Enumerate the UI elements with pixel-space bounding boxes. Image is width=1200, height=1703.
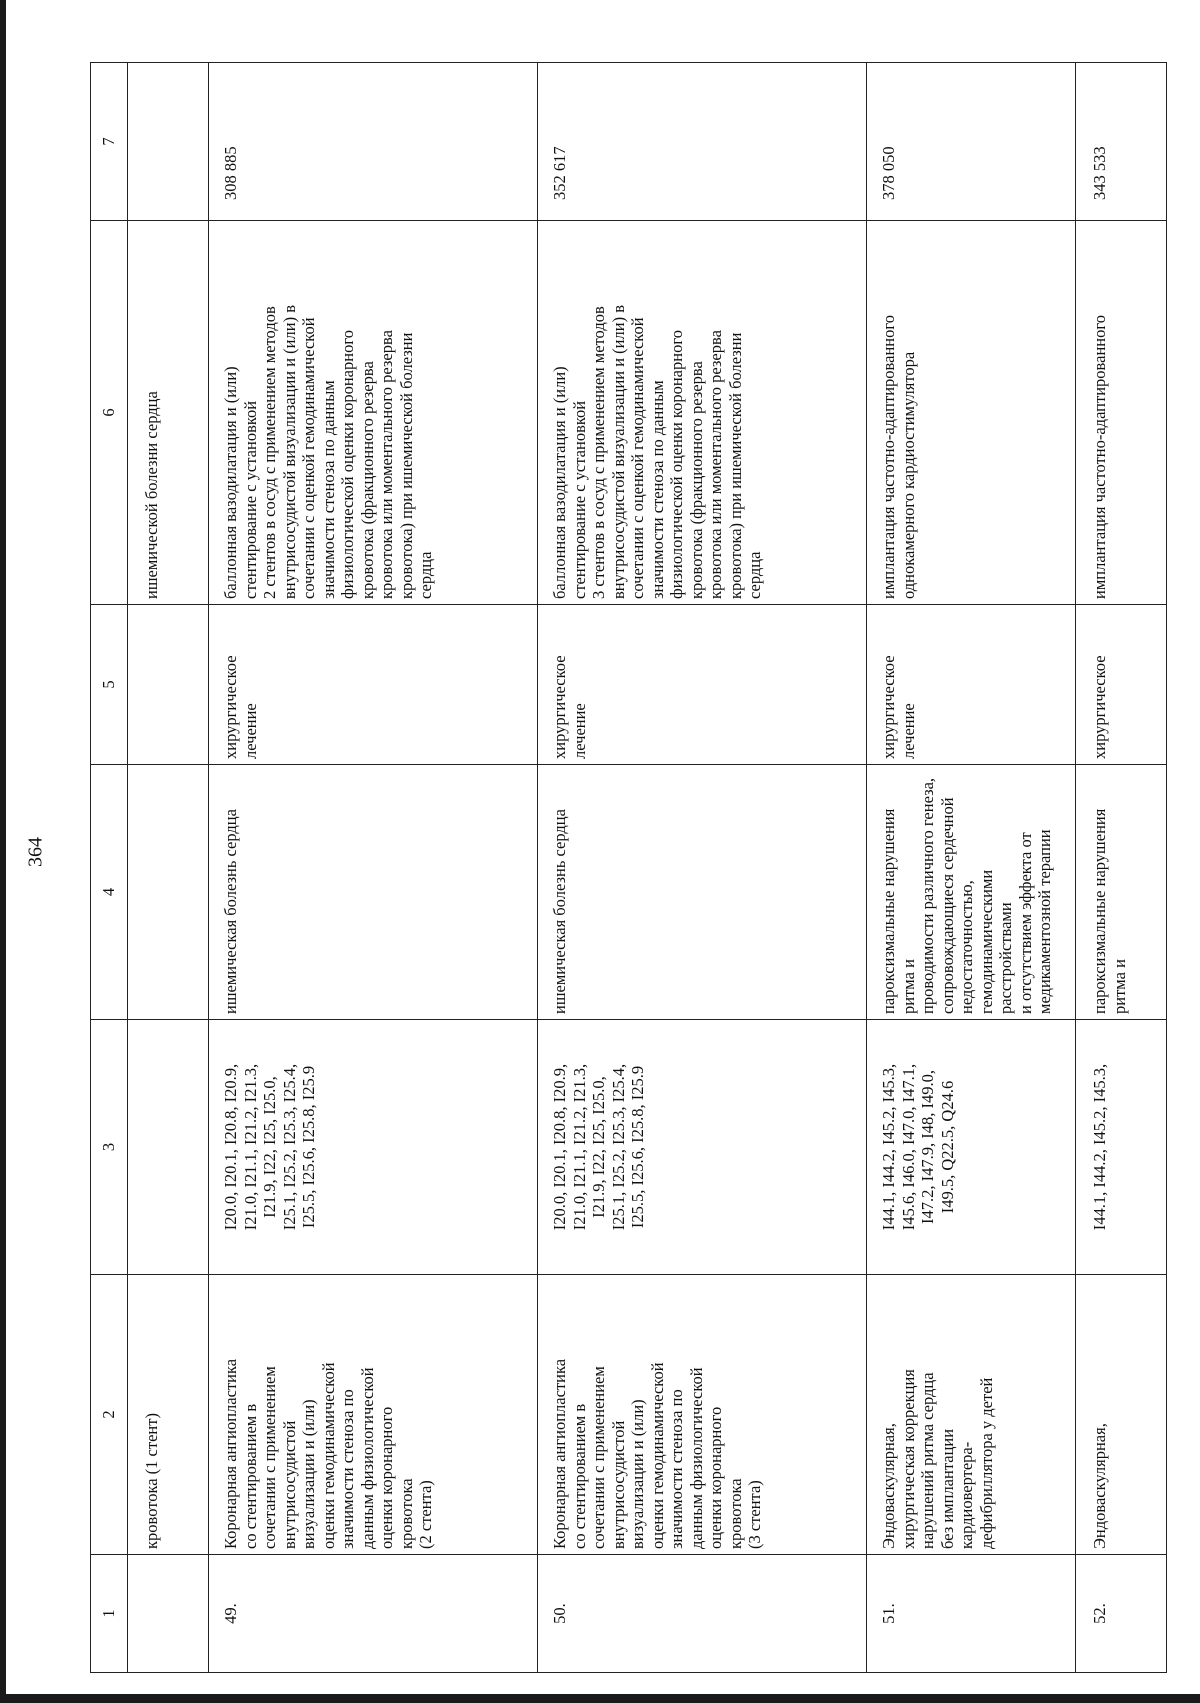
cell-line: сочетании с оценкой гемодинамической	[299, 317, 318, 599]
cell-line: кровотока (фракционного резерва	[357, 361, 377, 599]
diagnosis-cell	[538, 765, 867, 1020]
cell-line: медикаментозной терапии	[1035, 829, 1054, 1014]
diagnosis-cell	[128, 765, 209, 1020]
price-cell	[128, 63, 209, 221]
scan-edge-bottom	[0, 1694, 1200, 1703]
codes-cell	[1076, 1020, 1167, 1275]
cell-line: сочетании с применением	[589, 1366, 608, 1549]
treatment-cell	[128, 605, 209, 765]
price-cell: 308 885	[209, 63, 538, 221]
cell-line: Коронарная ангиопластика	[550, 1358, 569, 1549]
diagnosis-cell	[209, 765, 538, 1020]
cell-line: I25.1, I25.2, I25.3, I25.4,	[279, 1063, 299, 1231]
cell-line: сочетании с применением	[260, 1366, 279, 1549]
cell-line: имплантация частотно-адаптированного	[1090, 315, 1109, 599]
treatment-cell	[1076, 605, 1167, 765]
cell-line: физиологической оценки коронарного	[338, 330, 357, 599]
column-number: 7	[91, 63, 128, 221]
cell-line: баллонная вазодилатация и (или)	[221, 366, 240, 599]
column-number: 5	[91, 605, 128, 765]
cell-line: без имплантации	[937, 1428, 957, 1549]
cell-line: I44.1, I44.2, I45.2, I45.3,	[879, 1063, 898, 1231]
cell-line: имплантация частотно-адаптированного	[879, 315, 898, 599]
cell-line: ишемическая болезнь сердца	[550, 809, 569, 1014]
method-cell: ишемической болезни сердца	[128, 221, 209, 605]
cell-line: ишемическая болезнь сердца	[221, 809, 240, 1014]
cell-line: кровотока или моментального резерва	[706, 330, 725, 599]
cell-line: лечение	[240, 703, 260, 759]
cell-line: оценки коронарного	[706, 1406, 725, 1549]
diagnosis-cell	[867, 765, 1076, 1020]
procedure-name-cell: кровотока (1 стент)	[128, 1275, 209, 1555]
codes-cell	[538, 1020, 867, 1275]
procedure-name-cell	[538, 1275, 867, 1555]
price-cell: 378 050	[867, 63, 1076, 221]
cell-line: гемодинамическими расстройствами	[976, 869, 1015, 1014]
cell-line: кардиовертера-	[957, 1441, 976, 1549]
cell-line: хирургическое	[550, 655, 569, 759]
cell-line: кровотока	[725, 1478, 745, 1549]
row-number-cell: 49.	[209, 1555, 538, 1673]
cell-line: баллонная вазодилатация и (или)	[550, 366, 569, 599]
cell-line: Коронарная ангиопластика	[221, 1358, 240, 1549]
cell-line: I25.1, I25.2, I25.3, I25.4,	[608, 1063, 628, 1231]
cell-line: визуализации и (или)	[299, 1399, 318, 1549]
cell-line: хирургическое	[1090, 655, 1109, 759]
method-cell	[1076, 221, 1167, 605]
cell-line: внутрисосудистой визуализации и (или) в	[279, 305, 299, 599]
codes-cell	[867, 1020, 1076, 1275]
column-number-row	[91, 63, 128, 1673]
scan-edge-left	[0, 0, 6, 1703]
cell-line: сопровождающиеся сердечной	[937, 797, 957, 1014]
cell-line: значимости стеноза по	[338, 1389, 357, 1549]
cell-line: Эндоваскулярная,	[1090, 1423, 1109, 1549]
cell-line: со стентированием в	[240, 1403, 260, 1549]
cell-line: кровотока или моментального резерва	[377, 330, 396, 599]
cell-line: значимости стеноза по данным	[318, 380, 338, 599]
cell-line: оценки гемодинамической	[647, 1362, 667, 1549]
cell-line: лечение	[898, 703, 918, 759]
cell-line: кровотока) при ишемической болезни	[725, 332, 745, 599]
cell-line: пароксизмальные нарушения ритма и	[1090, 808, 1129, 1014]
cell-line: внутрисосудистой визуализации и (или) в	[608, 305, 628, 599]
cell-line: нарушений ритма сердца	[918, 1372, 937, 1549]
price-cell: 343 533	[1076, 63, 1167, 221]
cell-line: хирургическая коррекция	[898, 1369, 918, 1549]
row-number-cell: 50.	[538, 1555, 867, 1673]
cell-line: I49.5, Q22.5, Q24.6	[937, 1080, 957, 1214]
price-cell: 352 617	[538, 63, 867, 221]
cell-line: оценки гемодинамической	[318, 1362, 338, 1549]
cell-line: физиологической оценки коронарного	[667, 330, 686, 599]
cell-line: I44.1, I44.2, I45.2, I45.3,	[1090, 1063, 1109, 1231]
column-number: 1	[91, 1555, 128, 1673]
treatment-cell	[867, 605, 1076, 765]
cell-line: Эндоваскулярная,	[879, 1423, 898, 1549]
method-cell	[867, 221, 1076, 605]
treatment-cell	[538, 605, 867, 765]
procedure-name-cell	[1076, 1275, 1167, 1555]
column-number: 2	[91, 1275, 128, 1555]
procedure-name-cell	[209, 1275, 538, 1555]
cell-line: и отсутствием эффекта от	[1015, 832, 1035, 1014]
cell-line: сочетании с оценкой гемодинамической	[628, 317, 647, 599]
cell-line: стентирование с установкой	[240, 400, 260, 599]
table-row	[867, 63, 1076, 1673]
cell-line: пароксизмальные нарушения ритма и	[879, 808, 918, 1014]
column-number: 6	[91, 221, 128, 605]
table-row	[209, 63, 538, 1673]
cell-line: хирургическое	[879, 655, 898, 759]
procedure-name-cell	[867, 1275, 1076, 1555]
row-number-cell: 52.	[1076, 1555, 1167, 1673]
cell-line: I21.9, I22, I25, I25.0,	[260, 1076, 279, 1218]
table-row	[1076, 63, 1167, 1673]
cell-line: данным физиологической	[686, 1367, 706, 1549]
method-cell	[538, 221, 867, 605]
cell-line: визуализации и (или)	[628, 1399, 647, 1549]
page-number: 364	[24, 837, 47, 867]
cell-line: I20.0, I20.1, I20.8, I20.9,	[221, 1063, 240, 1231]
cell-line: однокамерного кардиостимулятора	[898, 351, 918, 599]
rotated-sheet	[90, 63, 1130, 1673]
cell-line: хирургическое	[221, 655, 240, 759]
cell-line: 2 стентов в сосуд с применением методов	[260, 306, 279, 599]
cell-line: внутрисосудистой	[608, 1420, 628, 1549]
cell-line: I21.9, I22, I25, I25.0,	[589, 1076, 608, 1218]
procedures-table	[90, 62, 1167, 1673]
cell-line: 3 стентов в сосуд с применением методов	[589, 306, 608, 599]
codes-cell	[209, 1020, 538, 1275]
cell-line: сердца	[745, 551, 764, 599]
cell-line: стентирование с установкой	[569, 400, 589, 599]
cell-line: лечение	[569, 703, 589, 759]
continued-row	[128, 63, 209, 1673]
column-number: 4	[91, 765, 128, 1020]
cell-line: значимости стеноза по	[667, 1389, 686, 1549]
method-cell	[209, 221, 538, 605]
cell-line: кровотока (фракционного резерва	[686, 361, 706, 599]
cell-line: значимости стеноза по данным	[647, 380, 667, 599]
cell-line: кровотока	[396, 1478, 416, 1549]
cell-line: внутрисосудистой	[279, 1420, 299, 1549]
cell-line: сердца	[416, 551, 435, 599]
cell-line: I21.0, I21.1, I21.2, I21.3,	[240, 1063, 260, 1231]
cell-line: I21.0, I21.1, I21.2, I21.3,	[569, 1063, 589, 1231]
cell-line: I45.6, I46.0, I47.0, I47.1,	[898, 1063, 918, 1231]
cell-line: кровотока) при ишемической болезни	[396, 332, 416, 599]
column-number: 3	[91, 1020, 128, 1275]
cell-line: проводимости различного генеза,	[918, 777, 937, 1014]
row-number-cell: 51.	[867, 1555, 1076, 1673]
table-row	[538, 63, 867, 1673]
cell-line: данным физиологической	[357, 1367, 377, 1549]
cell-line: со стентированием в	[569, 1403, 589, 1549]
cell-line: недостаточностью,	[957, 880, 976, 1014]
row-number-cell	[128, 1555, 209, 1673]
cell-line: (2 стента)	[416, 1480, 435, 1549]
cell-line: I20.0, I20.1, I20.8, I20.9,	[550, 1063, 569, 1231]
treatment-cell	[209, 605, 538, 765]
codes-cell	[128, 1020, 209, 1275]
diagnosis-cell	[1076, 765, 1167, 1020]
cell-line: дефибриллятора у детей	[976, 1377, 996, 1549]
cell-line: I25.5, I25.6, I25.8, I25.9	[628, 1065, 647, 1229]
cell-line: I25.5, I25.6, I25.8, I25.9	[299, 1065, 318, 1229]
cell-line: (3 стента)	[745, 1480, 764, 1549]
cell-line: оценки коронарного	[377, 1406, 396, 1549]
cell-line: I47.2, I47.9, I48, I49.0,	[918, 1070, 937, 1224]
